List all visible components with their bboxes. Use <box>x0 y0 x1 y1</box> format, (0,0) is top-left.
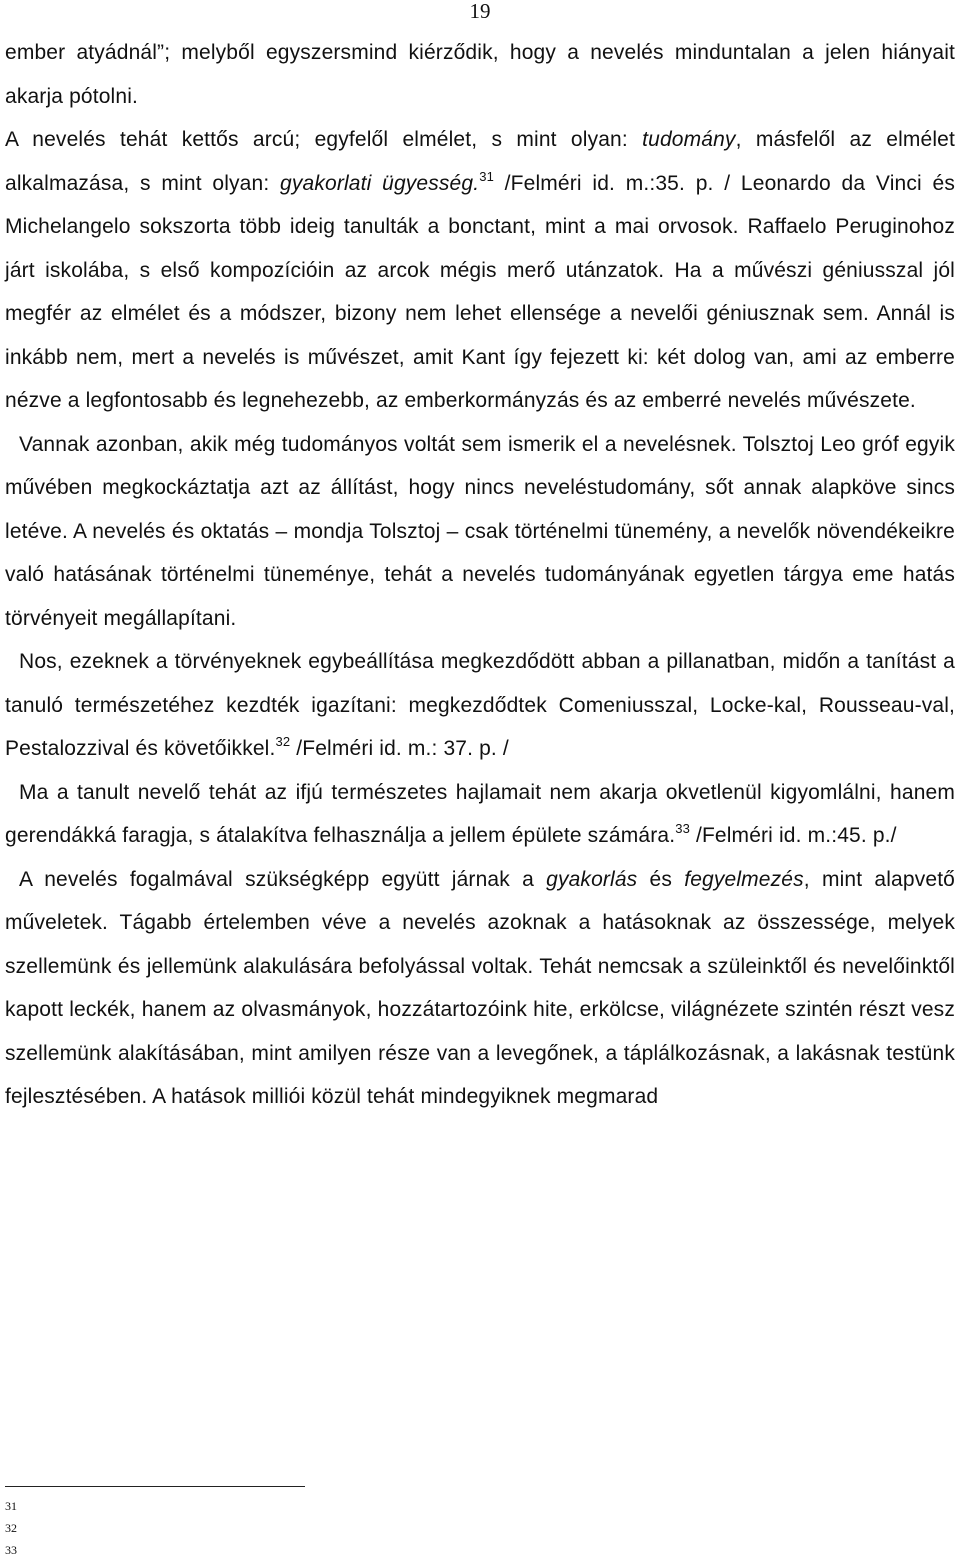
text-run: /Felméri id. m.:45. p./ <box>689 824 897 847</box>
text-run: A nevelés fogalmával szükségképp együtt járnak a <box>19 867 547 891</box>
emphasis: gyakorlati ügyesség. <box>280 171 480 195</box>
text-run: Nos, ezeknek a törvényeknek egybeállítása megkezdődött abban a pillanatban, midőn a tanítást a tanuló természetéhez kezdték igazítani: megkezdődtek Comeniusszal, Locke-kal, Rousseau-val, Pestalozzival és követőikkel. <box>5 650 955 760</box>
footnotes <box>5 1495 17 1561</box>
footnote-ref: 33 <box>675 821 690 836</box>
paragraph <box>5 858 955 1119</box>
paragraph <box>5 31 955 118</box>
footnote-divider <box>5 1486 305 1487</box>
paragraph <box>5 771 955 858</box>
footnote-number: 33 <box>5 1543 17 1557</box>
body-text <box>5 31 955 1119</box>
footnote-number: 31 <box>5 1499 17 1513</box>
footnote-ref: 32 <box>275 734 291 749</box>
text-run: /Felméri id. m.:35. p. / Leonardo da Vinci és Michelangelo sokszorta több ideig tanulták a bonctant, mint a mai orvosok. Raffaelo Peruginohoz járt iskolába, s első kompozícióin az arcok mégis merő utánzatok. Ha a művészi géniusszal jól megfér az elmélet és a módszer, bizony nem lehet ellensége a nevelői géniusznak sem. Annál is inkább nem, mert a nevelés is művészet, amit Kant így fejezett ki: két dolog van, ami az emberre nézve a legfontosabb és legnehezebb, az emberkormányzás és az emberré nevelés művészete. <box>5 171 955 412</box>
emphasis: tudomány <box>642 128 736 151</box>
text-run: és <box>637 867 685 891</box>
emphasis: gyakorlás <box>546 867 638 891</box>
paragraph <box>5 423 955 641</box>
paragraph <box>5 118 955 423</box>
page-number: 19 <box>469 0 491 23</box>
paragraph <box>5 640 955 771</box>
text-run: , másfelől az elmélet alkalmazása, s mint olyan: <box>5 128 955 195</box>
text-run: /Felméri id. m.: 37. p. / <box>290 737 509 760</box>
text-run: Ma a tanult nevelő tehát az ifjú természetes hajlamait nem akarja okvetlenül kigyomlálni, hanem gerendákká faragja, s átalakítva felhasználja a jellem épülete számára. <box>5 780 955 847</box>
text-run: A nevelés tehát kettős arcú; egyfelől elmélet, s mint olyan: <box>5 128 643 151</box>
footnote-ref: 31 <box>479 168 494 184</box>
text-run: Vannak azonban, akik még tudományos voltát sem ismerik el a nevelésnek. Tolsztoj Leo gróf egyik művében megkockáztatja azt az állítást, hogy nincs neveléstudomány, sőt annak alapköve sincs letéve. A nevelés és oktatás – mondja Tolsztoj – csak történelmi tünemény, a nevelők növendékeikre való hatásának történelmi tüneménye, tehát a nevelés tudományának egyetlen tárgya eme hatás törvényeit megállapítani. <box>5 432 955 630</box>
footnote-number: 32 <box>5 1521 17 1535</box>
emphasis: fegyelmezés <box>684 867 804 891</box>
text-run: ember atyádnál”; melyből egyszersmind kiérződik, hogy a nevelés minduntalan a jelen hiányait akarja pótolni. <box>5 41 955 108</box>
text-run: , mint alapvető műveletek. Tágabb értelemben véve a nevelés azoknak a hatásoknak az összessége, melyek szellemünk és jellemünk alakulására befolyással voltak. Tehát nemcsak a szüleinktől és nevelőinktől kapott leckék, hanem az olvasmányok, hozzátartozóink hite, erkölcse, világnézete szintén részt vesz szellemünk alakításában, mint amilyen része van a levegőnek, a táplálkozásnak, a lakásnak testünk fejlesztésében. A hatások milliói közül tehát mindegyiknek megmarad <box>5 867 956 1108</box>
